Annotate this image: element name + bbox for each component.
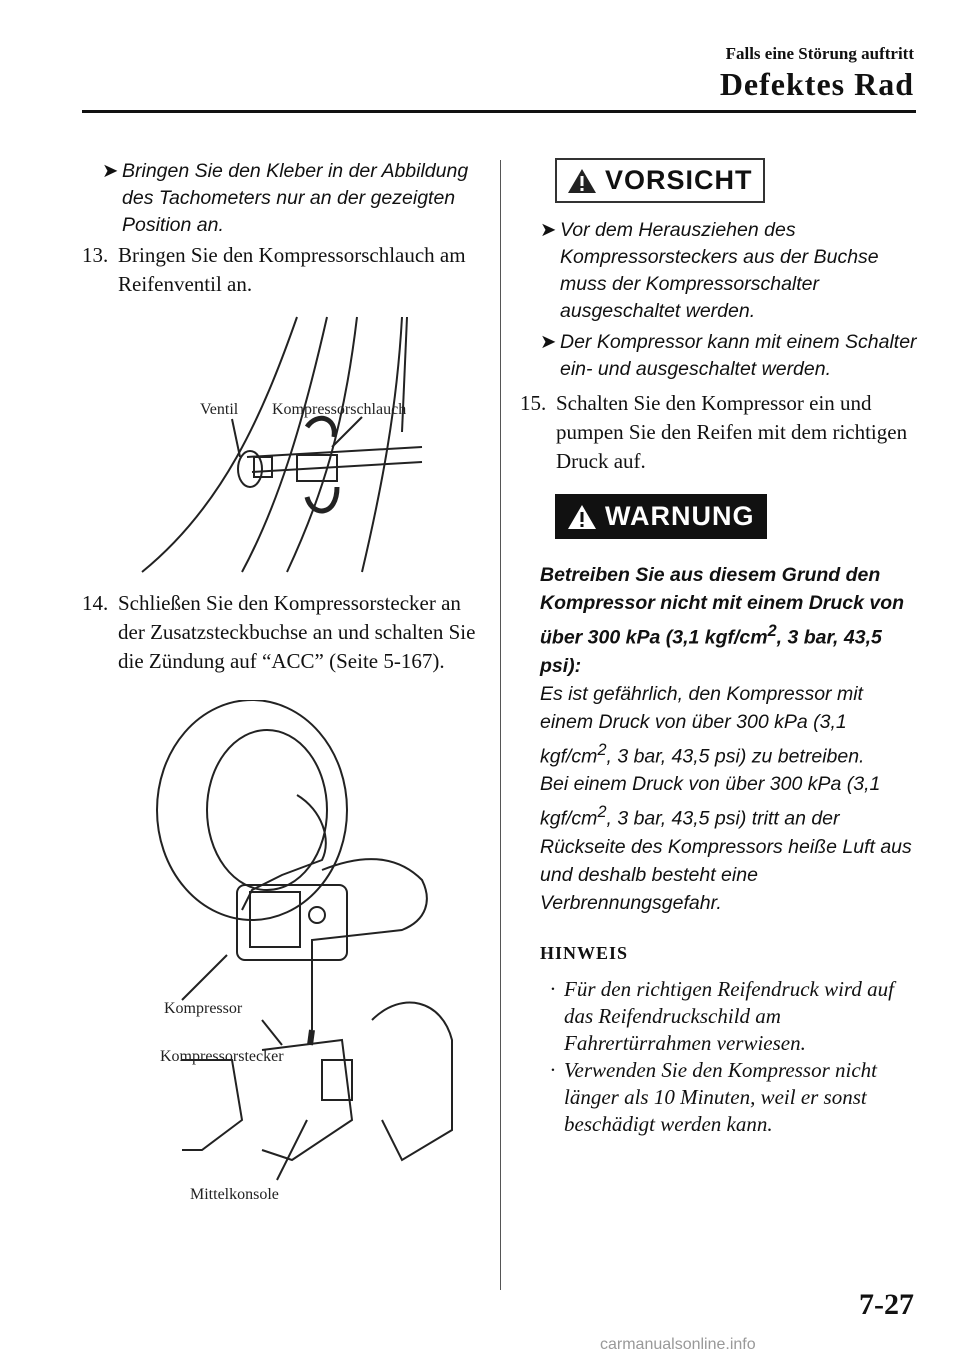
hinweis-title: HINWEIS [540, 942, 629, 963]
hinweis-item [550, 1057, 920, 1138]
watermark: carmanualsonline.info [600, 1336, 756, 1353]
label-ventil: Ventil [200, 401, 239, 418]
vorsicht-item-text: Vor dem Herausziehen des Kompressorsteckers aus der Buchse muss der Kompressorschalter ausgeschaltet werden. [560, 219, 879, 322]
hinweis-item [550, 976, 920, 1057]
vorsicht-list [520, 217, 920, 383]
triangle-right-icon: ➤ [540, 331, 557, 353]
triangle-right-icon: ➤ [102, 160, 119, 182]
warnung-badge [555, 494, 767, 539]
label-kompressor: Kompressor [164, 1000, 243, 1017]
vorsicht-item [540, 217, 920, 325]
warnung-body-1b: , 3 bar, 43,5 psi) zu betreiben. [606, 745, 865, 767]
hinweis-item-text: Verwenden Sie den Kompressor nicht länger als 10 Minuten, weil er sonst beschädigt werden kann. [564, 1057, 878, 1136]
warnung-heading-sup: 2 [767, 622, 777, 640]
warnung-body-1a: Es ist gefährlich, den Kompressor mit einem Druck von über 300 kPa (3,1 kgf/cm [540, 682, 863, 767]
vorsicht-label: VORSICHT [605, 165, 753, 195]
label-kompressorstecker: Kompressorstecker [160, 1048, 284, 1065]
left-column [82, 158, 482, 1220]
bullet-dot-icon: · [550, 1057, 556, 1082]
vorsicht-item [540, 329, 920, 383]
warnung-heading-a: Betreiben Sie aus diesem Grund den Kompressor nicht mit einem Druck von über 300 kPa (3,1 kgf/cm [540, 564, 905, 649]
note-bullet [102, 158, 482, 239]
step-text: Schalten Sie den Kompressor ein und pumpen Sie den Reifen mit dem richtigen Druck auf. [556, 391, 908, 473]
vorsicht-badge [555, 158, 765, 203]
header-rule [82, 110, 916, 113]
figure-compressor [82, 700, 482, 1220]
warning-triangle-icon [567, 504, 597, 530]
warnung-body-1 [540, 680, 920, 771]
warnung-body-1sup: 2 [597, 740, 607, 759]
right-column [520, 158, 920, 1138]
note-bullet-text: Bringen Sie den Kleber in der Abbildung des Tachometers nur an der gezeigten Position an. [122, 160, 469, 236]
header-section: Falls eine Störung auftritt [725, 44, 914, 63]
step-text: Bringen Sie den Kompressorschlauch am Reifenventil an. [118, 243, 466, 296]
valve-illustration [82, 307, 482, 577]
label-mittelkonsole: Mittelkonsole [190, 1186, 279, 1203]
warnung-label: WARNUNG [605, 501, 755, 531]
compressor-illustration [82, 700, 482, 1220]
page-number: 7-27 [859, 1288, 914, 1321]
warnung-body-2a: Bei einem Druck von über 300 kPa (3,1 kgf/cm [540, 773, 881, 830]
step-15 [520, 389, 920, 476]
step-number: 15. [520, 391, 547, 415]
step-13 [82, 241, 482, 299]
step-14 [82, 589, 482, 676]
step-number: 14. [82, 591, 109, 615]
step-number: 13. [82, 243, 109, 267]
hinweis-item-text: Für den richtigen Reifendruck wird auf das Reifendruckschild am Fahrertürrahmen verwiesen. [564, 976, 894, 1055]
warnung-body-2 [540, 770, 920, 917]
warnung-body-2b: , 3 bar, 43,5 psi) tritt an der Rückseite des Kompressors heiße Luft aus und deshalb besteht eine Verbrennungsgefahr. [540, 807, 912, 914]
triangle-right-icon: ➤ [540, 219, 557, 241]
label-kompressorschlauch: Kompressorschlauch [272, 401, 407, 418]
warnung-badge-wrap [520, 494, 920, 539]
warnung-heading [540, 561, 920, 680]
page-title: Defektes Rad [719, 66, 914, 102]
step-text: Schließen Sie den Kompressorstecker an der Zusatzsteckbuchse an und schalten Sie die Zündung auf “ACC” (Seite 5-167). [118, 591, 476, 673]
warnung-body-2sup: 2 [597, 803, 607, 821]
column-divider [500, 160, 501, 1290]
figure-valve [82, 307, 482, 577]
vorsicht-item-text: Der Kompressor kann mit einem Schalter ein- und ausgeschaltet werden. [560, 331, 917, 380]
bullet-dot-icon: · [550, 976, 556, 1001]
warning-triangle-icon [567, 168, 597, 194]
warnung-heading-b: , 3 bar, 43,5 psi): [540, 626, 882, 677]
